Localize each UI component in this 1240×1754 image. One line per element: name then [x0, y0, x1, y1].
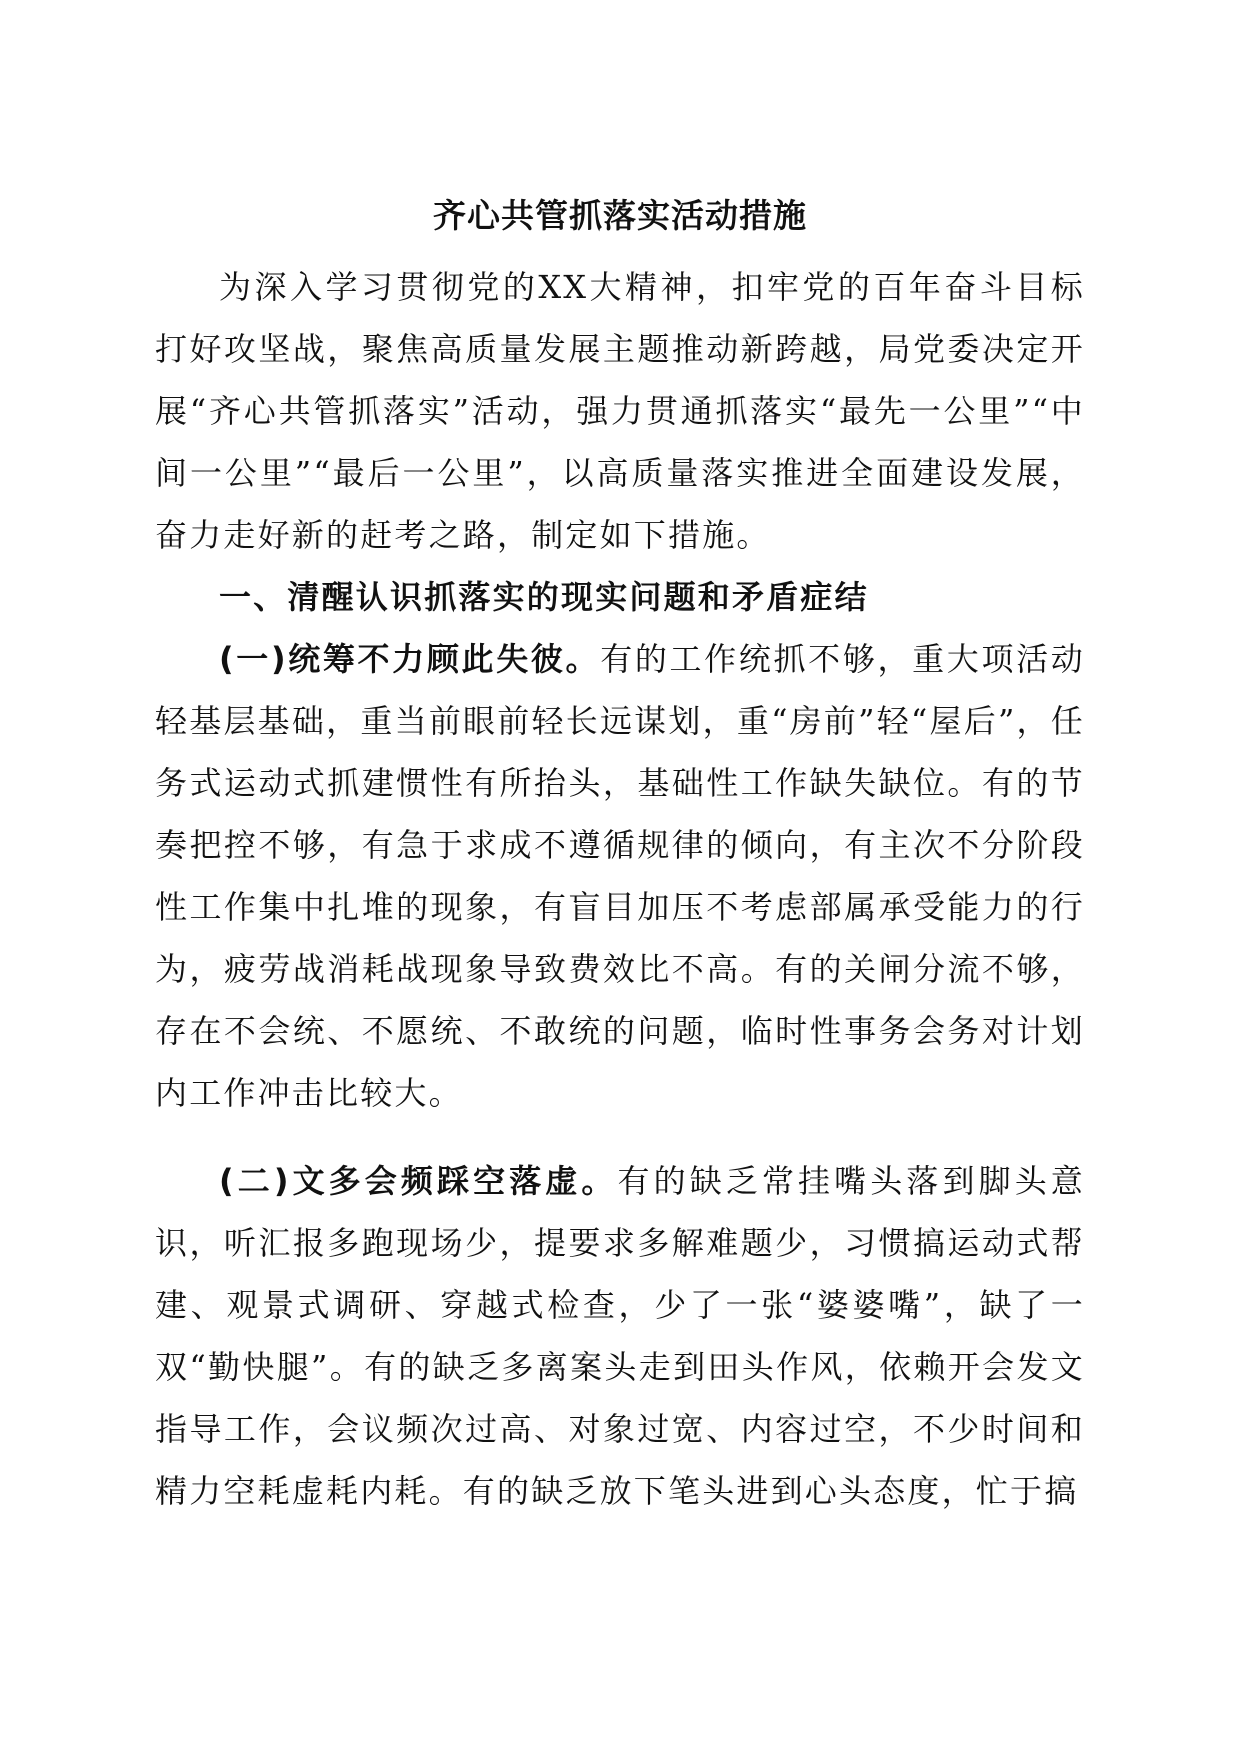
item-text: 有的缺乏常挂嘴头落到脚头意识，听汇报多跑现场少，提要求多解难题少，习惯搞运动式帮建、观景式调研、穿越式检查，少了一张“婆婆嘴”，缺了一双“勤快腿”。有的缺乏多离案头走到田头作风，依赖开会发文指导工作，会议频次过高、对象过宽、内容过空，不少时间和精力空耗虚耗内耗。有的缺乏放下笔头进到心头态度，忙于搞	[155, 1162, 1085, 1510]
document-title: 齐心共管抓落实活动措施	[433, 196, 807, 235]
item-lead: (一)统筹不力顾此失彼。	[219, 640, 601, 678]
document-body	[155, 256, 1085, 1522]
item-text: 有的工作统抓不够，重大项活动轻基层基础，重当前眼前轻长远谋划，重“房前”轻“屋后”，任务式运动式抓建惯性有所抬头，基础性工作缺失缺位。有的节奏把控不够，有急于求成不遵循规律的倾向，有主次不分阶段性工作集中扎堆的现象，有盲目加压不考虑部属承受能力的行为，疲劳战消耗战现象导致费效比不高。有的关闸分流不够，存在不会统、不愿统、不敢统的问题，临时性事务会务对计划内工作冲击比较大。	[155, 640, 1085, 1112]
item-lead: (二)文多会频踩空落虚。	[219, 1162, 618, 1200]
section-heading: 一、清醒认识抓落实的现实问题和矛盾症结	[219, 578, 869, 616]
section-item-paragraph	[155, 1150, 1085, 1522]
intro-paragraph: 为深入学习贯彻党的XX大精神，扣牢党的百年奋斗目标打好攻坚战，聚焦高质量发展主题推动新跨越，局党委决定开展“齐心共管抓落实”活动，强力贯通抓落实“最先一公里”“中间一公里”“最后一公里”，以高质量落实推进全面建设发展，奋力走好新的赶考之路，制定如下措施。	[155, 268, 1085, 554]
paragraph-spacer	[155, 1124, 1085, 1150]
section-item-paragraph	[155, 628, 1085, 1124]
